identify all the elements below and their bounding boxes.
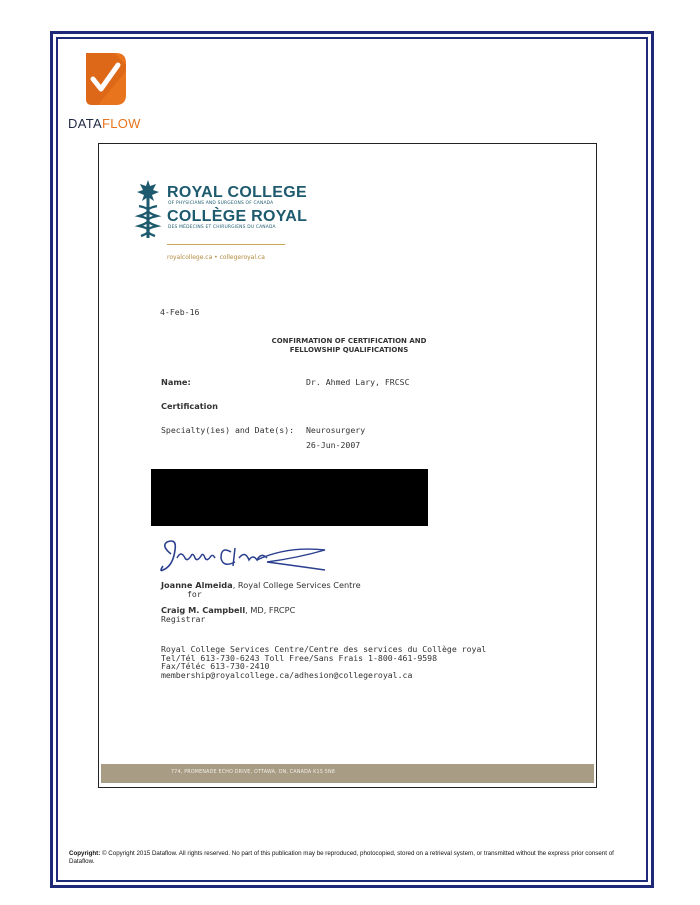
heading-line-1: CONFIRMATION OF CERTIFICATION AND [271,337,427,345]
specialty-label: Specialty(ies) and Date(s): [161,425,295,435]
handwritten-signature [157,536,337,576]
royal-college-title-fr: COLLÈGE ROYAL [167,208,308,225]
heading-line-2: FELLOWSHIP QUALIFICATIONS [289,346,409,354]
registrar-name: Craig M. Campbell [161,605,246,615]
contact-line-2: Tel/Tél 613-730-6243 Toll Free/Sans Frais 1-800-461-9598 [161,652,438,663]
name-value: Dr. Ahmed Lary, FRCSC [306,377,410,387]
letter-date: 4-Feb-16 [160,307,200,317]
copyright-notice [69,850,629,865]
signatory-suffix: , Royal College Services Centre [232,580,361,590]
wordmark-data: DATA [68,116,102,131]
copyright-label: Copyright: [69,850,101,857]
royal-college-title-en: ROYAL COLLEGE [167,184,307,201]
royal-college-subtitle-fr: DES MÉDECINS ET CHIRURGIENS DU CANADA [168,225,276,230]
certificate-document [98,143,597,788]
redaction-block [151,469,428,526]
signatory-name: Joanne Almeida [161,580,233,590]
contact-block [161,645,486,679]
royal-college-emblem-icon [133,178,163,240]
specialty-value: Neurosurgery [306,425,366,435]
contact-line-4: membership@royalcollege.ca/adhesion@collegeroyal.ca [161,669,413,680]
copyright-text: © Copyright 2015 Dataflow. All rights reserved. No part of this publication may be reproduced, photocopied, stored on a retrieval system, or transmitted without the express prior consent of Dataflow. [69,850,614,865]
name-label: Name: [161,377,191,387]
registrar-suffix: , MD, FRCPC [245,605,296,615]
wordmark-flow: FLOW [101,116,141,131]
letter-heading [249,337,449,355]
dataflow-logo-icon [84,51,128,107]
contact-line-3: Fax/Téléc 613-730-2410 [161,661,270,672]
footer-address: 774, PROMENADE ECHO DRIVE, OTTAWA, ON, CANADA K1S 5N8 [171,770,335,775]
signatory-for: for [187,589,202,599]
contact-line-1: Royal College Services Centre/Centre des services du Collège royal [161,644,487,654]
registrar-title: Registrar [161,614,206,624]
specialty-date: 26-Jun-2007 [306,440,361,450]
certification-label: Certification [161,401,218,411]
letterhead-websites: royalcollege.ca • collegeroyal.ca [167,254,265,261]
footer-bar [101,764,594,783]
dataflow-wordmark [68,116,141,131]
royal-college-subtitle-en: OF PHYSICIANS AND SURGEONS OF CANADA [168,201,274,206]
letterhead-divider [167,244,285,245]
